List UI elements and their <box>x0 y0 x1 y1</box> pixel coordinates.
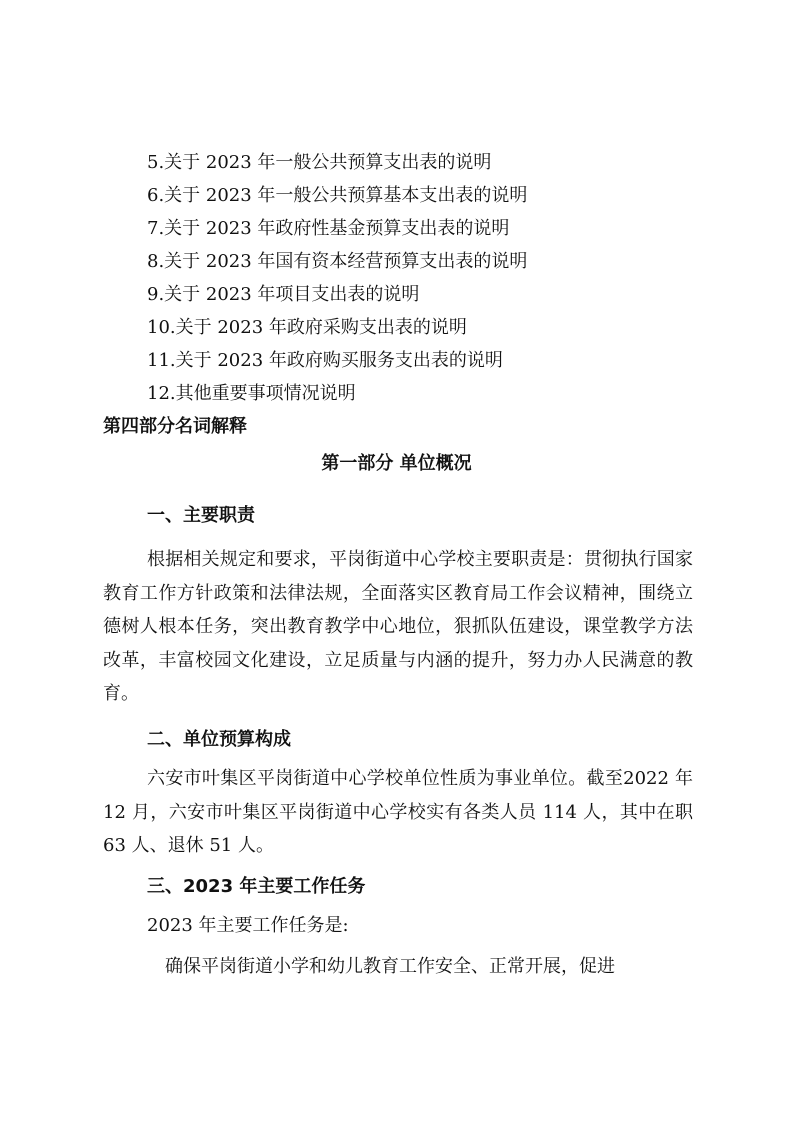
toc-item-5: 5.关于 2023 年一般公共预算支出表的说明 <box>147 152 492 173</box>
toc-item-7: 7.关于 2023 年政府性基金预算支出表的说明 <box>147 218 510 239</box>
section3-body-start: 确保平岗街道小学和幼儿教育工作安全、正常开展，促进 <box>165 956 615 977</box>
table-of-contents <box>147 146 707 410</box>
part1-title: 第一部分 单位概况 <box>321 453 472 474</box>
section3-heading: 三、2023 年主要工作任务 <box>147 876 366 897</box>
section1-heading: 一、主要职责 <box>147 505 255 526</box>
toc-item-8: 8.关于 2023 年国有资本经营预算支出表的说明 <box>147 251 528 272</box>
toc-item-11: 11.关于 2023 年政府购买服务支出表的说明 <box>147 350 503 371</box>
section1-body: 根据相关规定和要求，平岗街道中心学校主要职责是：贯彻执行国家教育工作方针政策和法律法规，全面落实区教育局工作会议精神，围绕立德树人根本任务，突出教育教学中心地位，狠抓队伍建设，课堂教学方法改革，丰富校园文化建设，立足质量与内涵的提升，努力办人民满意的教育。 <box>103 549 693 704</box>
section3-intro: 2023 年主要工作任务是: <box>147 915 349 936</box>
section2-body: 六安市叶集区平岗街道中心学校单位性质为事业单位。截至2022 年 12 月，六安市叶集区平岗街道中心学校实有各类人员 114 人，其中在职 63 人、退休 51 人。 <box>103 768 693 856</box>
toc-item-9: 9.关于 2023 年项目支出表的说明 <box>147 284 420 305</box>
section2-heading: 二、单位预算构成 <box>147 729 291 750</box>
toc-item-10: 10.关于 2023 年政府采购支出表的说明 <box>147 317 467 338</box>
toc-item-12: 12.其他重要事项情况说明 <box>147 383 356 404</box>
toc-part4-heading: 第四部分名词解释 <box>103 416 247 437</box>
toc-item-6: 6.关于 2023 年一般公共预算基本支出表的说明 <box>147 185 528 206</box>
